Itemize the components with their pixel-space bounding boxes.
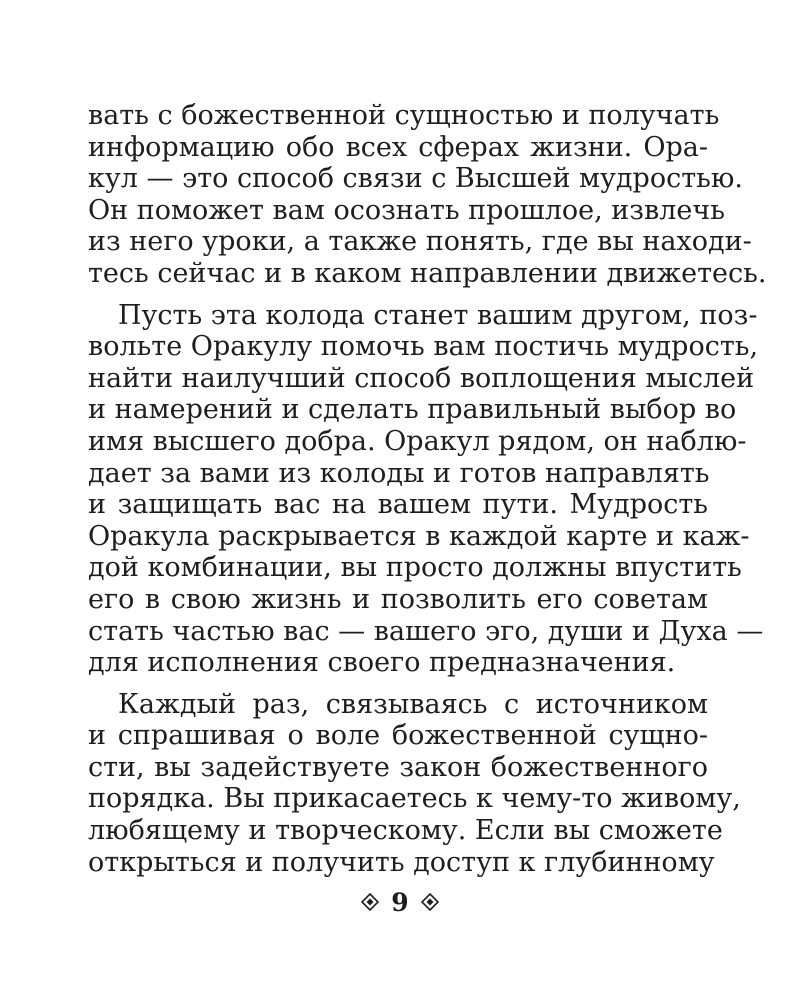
- text-line: имя высшего добра. Оракул рядом, он наблю-: [88, 425, 747, 457]
- text-line: вольте Оракулу помочь вам постичь мудрость,: [88, 331, 759, 363]
- text-line: Каждый раз, связываясь с источником: [118, 688, 708, 720]
- page-number: 9: [391, 887, 409, 917]
- text-line: информацию обо всех сферах жизни. Ора-: [88, 131, 708, 163]
- text-line: его в свою жизнь и позволить его советам: [88, 583, 708, 615]
- text-line: вать с божественной сущностью и получать: [88, 100, 720, 131]
- text-line: и намерений и сделать правильный выбор во: [88, 394, 737, 426]
- text-line: дой комбинации, вы просто должны впустить: [88, 552, 742, 584]
- text-line: Он поможет вам осознать прошлое, извлечь: [88, 194, 725, 226]
- diamond-ornament-icon: [361, 893, 379, 911]
- body-text: [88, 100, 767, 888]
- diamond-ornament-icon: [421, 893, 439, 911]
- page-footer: [0, 885, 800, 919]
- text-line: порядка. Вы прикасаетесь к чему-то живому,: [88, 783, 741, 815]
- paragraph-2: [88, 299, 764, 679]
- text-line: для исполнения своего предназначения.: [88, 647, 676, 679]
- text-line: тесь сейчас и в каком направлении движетесь.: [88, 257, 767, 289]
- text-line: и спрашивая о воле божественной сущно-: [88, 720, 708, 752]
- text-line: открыться и получить доступ к глубинному: [88, 846, 715, 878]
- text-line: кул — это способ связи с Высшей мудростью.: [88, 163, 743, 195]
- text-line: найти наилучший способ воплощения мыслей: [88, 362, 755, 394]
- paragraph-3: [88, 688, 741, 879]
- text-line: стать частью вас — вашего эго, души и Духа —: [88, 615, 764, 647]
- text-line: Оракула раскрывается в каждой карте и каж-: [88, 520, 750, 552]
- text-line: сти, вы задействуете закон божественного: [88, 751, 708, 783]
- text-line: дает за вами из колоды и готов направлять: [88, 457, 710, 489]
- text-line: из него уроки, а также понять, где вы находи-: [88, 226, 752, 258]
- text-line: любящему и творческому. Если вы сможете: [88, 815, 723, 847]
- text-line: Пусть эта колода станет вашим другом, поз-: [118, 299, 758, 331]
- paragraph-1: [88, 100, 767, 290]
- text-line: и защищать вас на вашем пути. Мудрость: [88, 489, 708, 521]
